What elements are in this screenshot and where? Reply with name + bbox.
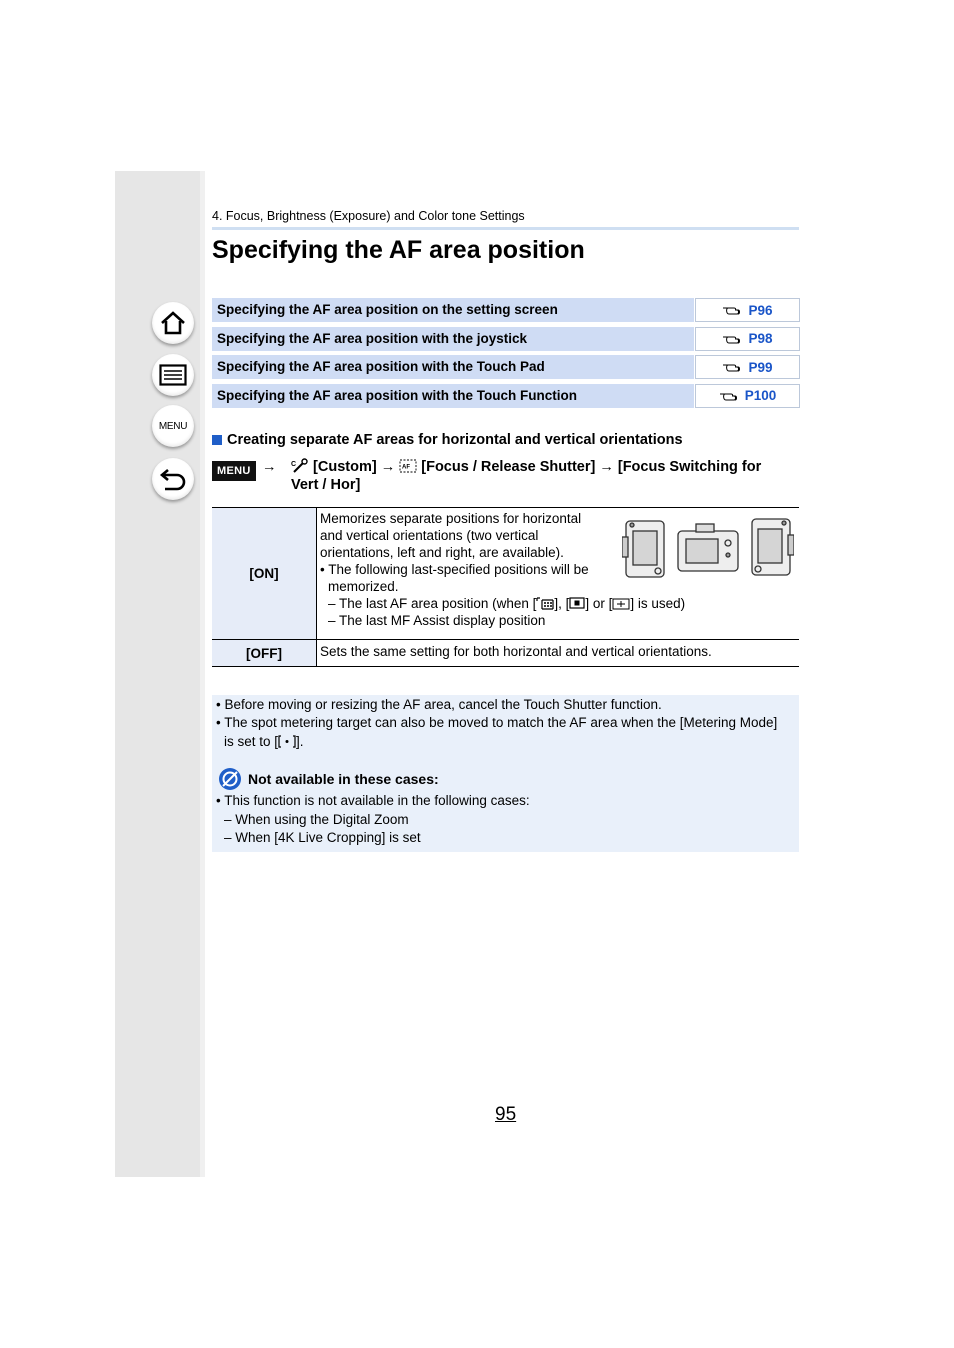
desc-text: – The last AF area position (when [: [328, 596, 537, 611]
link-row: [212, 384, 800, 408]
tracking-af-icon: [536, 597, 554, 610]
reference-links: [212, 298, 800, 412]
page-number: 95: [495, 1104, 517, 1125]
page-link[interactable]: [695, 298, 800, 322]
desc-line: orientations, left and right, are available).: [320, 545, 564, 560]
custom-wrench-icon: [291, 458, 309, 474]
link-row: [212, 327, 800, 351]
camera-horizontal: [678, 524, 738, 571]
desc-line: [320, 595, 799, 612]
camera-orientations-illustration: [622, 515, 794, 583]
menu-button[interactable]: [152, 405, 194, 447]
settings-table: [212, 507, 799, 667]
pointing-hand-icon: [722, 361, 744, 373]
desc-text: ] or [: [585, 596, 613, 611]
section-heading: [212, 432, 683, 448]
back-button[interactable]: [152, 458, 194, 500]
link-label: Specifying the AF area position with the Touch Function: [212, 384, 694, 408]
desc-line: • The following last-specified positions will be: [320, 562, 589, 577]
menu-path-custom: [Custom]: [313, 459, 377, 475]
menu-chip: MENU: [212, 461, 256, 481]
note-line: • This function is not available in the following cases:: [216, 793, 530, 808]
breadcrumb: 4. Focus, Brightness (Exposure) and Color tone Settings: [212, 209, 525, 223]
page-link[interactable]: [695, 384, 800, 408]
link-row: [212, 298, 800, 322]
pointing-hand-icon: [719, 390, 741, 402]
note-line: • The spot metering target can also be moved to match the AF area when the [Metering Mode]: [216, 715, 778, 730]
header-rule: [212, 227, 799, 230]
setting-description: Sets the same setting for both horizontal and vertical orientations.: [320, 644, 712, 659]
note-line: – When [4K Live Cropping] is set: [224, 830, 421, 845]
page-ref[interactable]: P100: [744, 388, 777, 403]
pointing-hand-icon: [722, 333, 744, 345]
home-button[interactable]: [152, 302, 194, 344]
not-available-heading: [218, 767, 439, 791]
contents-list-icon: [159, 364, 187, 386]
note-text: ].: [296, 734, 304, 749]
setting-key: [ON]: [212, 508, 317, 639]
pinpoint-af-icon: [612, 598, 630, 610]
page-ref[interactable]: P99: [748, 359, 773, 375]
menu-path-line: [291, 458, 761, 476]
page-link[interactable]: [695, 355, 800, 379]
notes-box: [212, 695, 799, 852]
home-icon: [160, 311, 186, 335]
svg-text:C: C: [291, 461, 297, 468]
contents-button[interactable]: [152, 354, 194, 396]
desc-text: ] is used): [630, 596, 686, 611]
not-available-icon: [218, 767, 242, 791]
sidebar-edge: [200, 171, 205, 1177]
menu-path-focus: [Focus / Release Shutter]: [421, 459, 596, 475]
bullet-square-icon: [212, 435, 222, 445]
arrow: →: [262, 459, 277, 475]
page-link[interactable]: [695, 327, 800, 351]
desc-text: ], [: [554, 596, 570, 611]
one-area-af-icon: [569, 597, 585, 609]
link-label: Specifying the AF area position with the joystick: [212, 327, 694, 351]
note-line: – When using the Digital Zoom: [224, 812, 409, 827]
setting-row-off: [212, 639, 799, 666]
spot-metering-icon: [278, 735, 296, 748]
note-line: • Before moving or resizing the AF area, cancel the Touch Shutter function.: [216, 697, 662, 712]
menu-path-line: [291, 476, 360, 494]
desc-line: – The last MF Assist display position: [328, 613, 546, 628]
note-text: is set to [: [224, 734, 279, 749]
page-ref[interactable]: P98: [748, 331, 773, 346]
setting-key: [OFF]: [212, 640, 317, 666]
section-heading-text: Creating separate AF areas for horizontal and vertical orientations: [227, 432, 683, 448]
focus-af-icon: [399, 458, 417, 474]
page-ref[interactable]: P96: [748, 302, 773, 318]
pointing-hand-icon: [722, 304, 744, 316]
arrow: →: [380, 459, 396, 475]
link-row: [212, 355, 800, 379]
camera-vertical-left: [622, 521, 664, 577]
menu-path-switching-cont: Vert / Hor]: [291, 477, 361, 493]
menu-label: MENU: [158, 420, 188, 432]
setting-description: [317, 508, 799, 639]
note-line: [224, 733, 304, 752]
link-label: Specifying the AF area position with the Touch Pad: [212, 355, 694, 379]
page-title: Specifying the AF area position: [212, 236, 585, 264]
link-label: Specifying the AF area position on the setting screen: [212, 298, 694, 322]
not-available-title: Not available in these cases:: [248, 770, 439, 787]
desc-line: Memorizes separate positions for horizontal: [320, 511, 582, 526]
svg-text:AF: AF: [402, 464, 411, 471]
desc-line: memorized.: [328, 579, 399, 594]
menu-path-switching: [Focus Switching for: [617, 459, 762, 475]
return-arrow-icon: [159, 467, 187, 491]
camera-vertical-right: [752, 519, 794, 575]
arrow: →: [599, 459, 614, 475]
setting-row-on: [212, 508, 799, 639]
desc-line: and vertical orientations (two vertical: [320, 528, 539, 543]
